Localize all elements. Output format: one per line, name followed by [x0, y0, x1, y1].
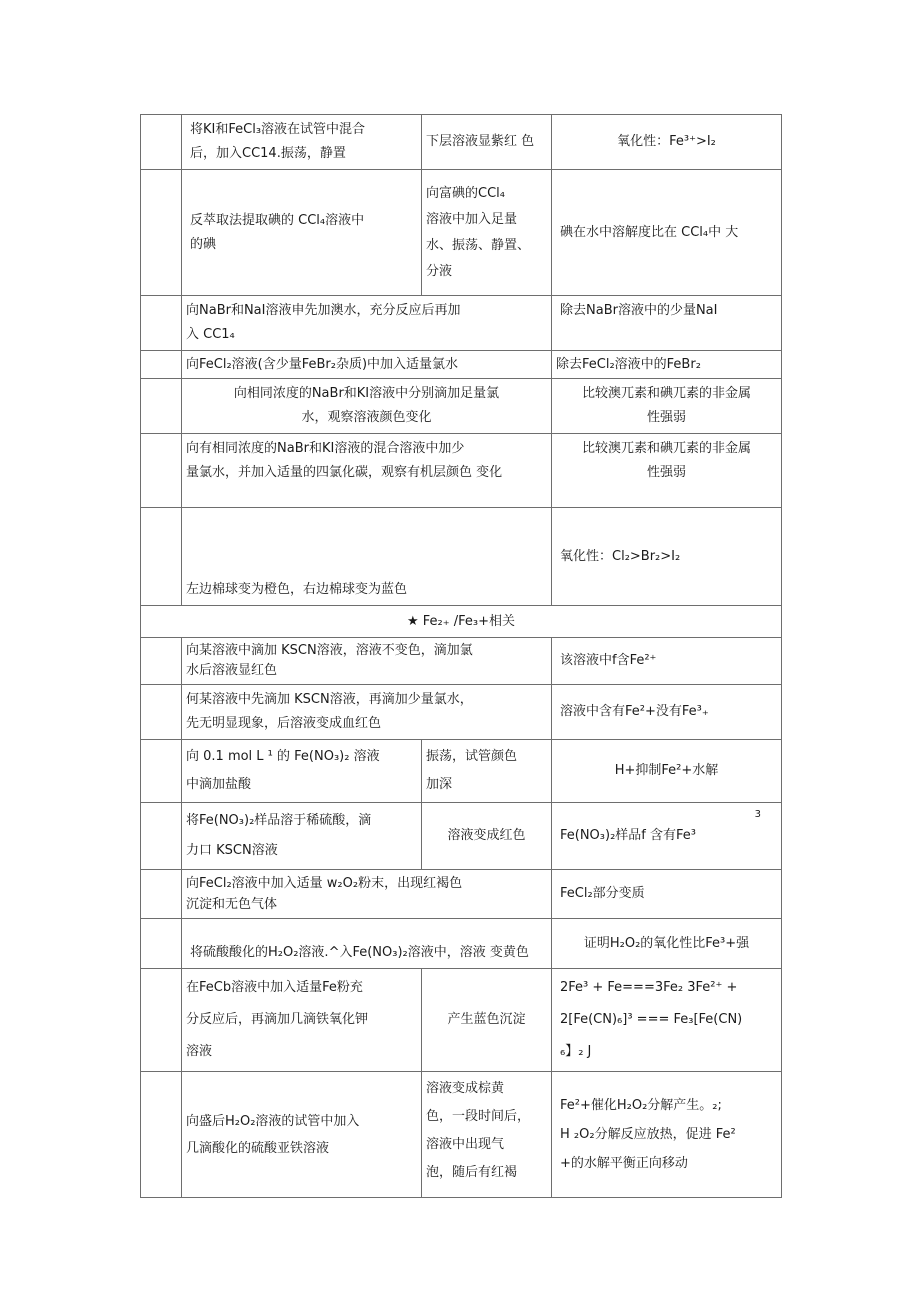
index-cell [141, 919, 182, 969]
conclusion-cell: H+抑制Fe²+水解 [552, 740, 782, 803]
conclusion-cell: 溶液中含有Fe²+没有Fe³₊ [552, 685, 782, 740]
conclusion-text: Fe(NO₃)₂样品f 含有Fe³ [560, 828, 696, 843]
index-cell [141, 115, 182, 170]
index-cell [141, 379, 182, 434]
table-row [141, 870, 782, 919]
conclusion-cell: 碘在水中溶解度比在 CCl₄中 大 [552, 170, 782, 296]
index-cell [141, 296, 182, 351]
operation-cell: 向FeCl₂溶液(含少量FeBr₂杂质)中加入适量氯水 [182, 351, 552, 379]
index-cell [141, 638, 182, 685]
operation-cell: 向有相同浓度的NaBr和KI溶液的混合溶液中加少 量氯水，并加入适量的四氯化碳，观察有机层颜色 变化 [182, 434, 552, 508]
table-row [141, 379, 782, 434]
index-cell [141, 969, 182, 1072]
index-cell [141, 870, 182, 919]
superscript-note: 3 [754, 809, 761, 820]
operation-cell: 何某溶液中先滴加 KSCN溶液，再滴加少量氯水， 先无明显现象，后溶液变成血红色 [182, 685, 552, 740]
operation-cell: 向相同浓度的NaBr和KI溶液中分别滴加足量氯 水，观察溶液颜色变化 [182, 379, 552, 434]
phenomenon-cell: 向富碘的CCl₄ 溶液中加入足量 水、振荡、静置、 分液 [422, 170, 552, 296]
table-row [141, 803, 782, 870]
phenomenon-cell: 下层溶液显紫红 色 [422, 115, 552, 170]
index-cell [141, 170, 182, 296]
index-cell [141, 434, 182, 508]
phenomenon-cell: 溶液变成棕黄 色，一段时间后， 溶液中出现气 泡，随后有红褐 [422, 1072, 552, 1198]
index-cell [141, 351, 182, 379]
table-row [141, 919, 782, 969]
index-cell [141, 1072, 182, 1198]
conclusion-cell: 除去NaBr溶液中的少量NaI [552, 296, 782, 351]
operation-cell: 向FeCl₂溶液中加入适量 w₂O₂粉末，出现红褐色 沉淀和无色气体 [182, 870, 552, 919]
conclusion-cell [552, 803, 782, 870]
table-row [141, 296, 782, 351]
table-row [141, 638, 782, 685]
operation-cell: 向盛后H₂O₂溶液的试管中加入 几滴酸化的硫酸亚铁溶液 [182, 1072, 422, 1198]
table-row [141, 685, 782, 740]
table-row [141, 351, 782, 379]
phenomenon-cell: 产生蓝色沉淀 [422, 969, 552, 1072]
operation-cell: 向NaBr和NaI溶液申先加澳水，充分反应后再加 入 CC1₄ [182, 296, 552, 351]
conclusion-cell: 证明H₂O₂的氧化性比Fe³+强 [552, 919, 782, 969]
operation-cell: 将硫酸酸化的H₂O₂溶液.^入Fe(NO₃)₂溶液中，溶液 变黄色 [182, 919, 552, 969]
conclusion-cell: 除去FeCl₂溶液中的FeBr₂ [552, 351, 782, 379]
section-title: ★ Fe₂₊ /Fe₃+相关 [141, 606, 782, 638]
operation-cell: 向 0.1 mol L ¹ 的 Fe(NO₃)₂ 溶液 中滴加盐酸 [182, 740, 422, 803]
index-cell [141, 508, 182, 606]
table-row [141, 1072, 782, 1198]
table-row [141, 115, 782, 170]
conclusion-cell: 该溶液中f含Fe²⁺ [552, 638, 782, 685]
conclusion-cell: 2Fe³ + Fe===3Fe₂ 3Fe²⁺ + 2[Fe(CN)₆]³ === Fe₃[Fe(CN) ₆】₂ J [552, 969, 782, 1072]
operation-cell: 向某溶液中滴加 KSCN溶液，溶液不变色，滴加氯 水后溶液显红色 [182, 638, 552, 685]
operation-cell: 左边棉球变为橙色，右边棉球变为蓝色 [182, 508, 552, 606]
conclusion-cell: FeCl₂部分变质 [552, 870, 782, 919]
experiment-table [140, 114, 782, 1198]
conclusion-cell: Fe²+催化H₂O₂分解产生。₂; H ₂O₂分解反应放热，促进 Fe² +的水解平衡正向移动 [552, 1072, 782, 1198]
table-row [141, 740, 782, 803]
conclusion-cell: 氧化性：Cl₂>Br₂>I₂ [552, 508, 782, 606]
operation-cell: 反萃取法提取碘的 CCl₄溶液中 的碘 [182, 170, 422, 296]
index-cell [141, 685, 182, 740]
section-row [141, 606, 782, 638]
conclusion-cell: 比较澳兀素和碘兀素的非金属 性强弱 [552, 379, 782, 434]
table-row [141, 170, 782, 296]
conclusion-cell: 氧化性：Fe³⁺>I₂ [552, 115, 782, 170]
phenomenon-cell: 溶液变成红色 [422, 803, 552, 870]
table-row [141, 508, 782, 606]
conclusion-cell: 比较澳兀素和碘兀素的非金属 性强弱 [552, 434, 782, 508]
table-row [141, 434, 782, 508]
operation-cell: 将KI和FeCl₃溶液在试管中混合 后，加入CC14.振荡，静置 [182, 115, 422, 170]
phenomenon-cell: 振荡，试管颜色 加深 [422, 740, 552, 803]
operation-cell: 将Fe(NO₃)₂样品溶于稀硫酸，滴 力口 KSCN溶液 [182, 803, 422, 870]
table-row [141, 969, 782, 1072]
operation-cell: 在FeCb溶液中加入适量Fe粉充 分反应后，再滴加几滴铁氧化钾 溶液 [182, 969, 422, 1072]
index-cell [141, 803, 182, 870]
index-cell [141, 740, 182, 803]
